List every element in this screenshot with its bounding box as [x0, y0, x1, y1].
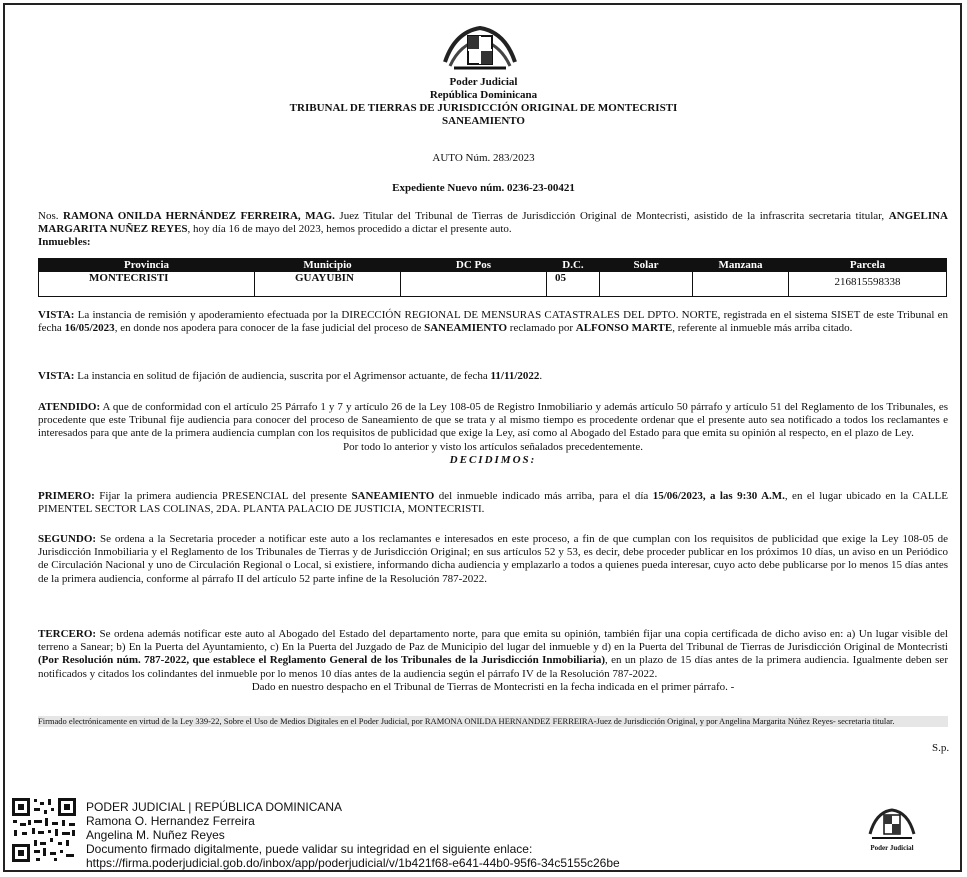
- primero-text-3: , en el lugar ubicado en la CALLE PIMENTEL SECTOR LAS COLINAS, 2DA. PLANTA PALACIO DE JUSTICIA, MONTECRISTI.: [38, 490, 948, 516]
- vista-2-text-1: La instancia en solitud de fijación de audiencia, suscrita por el Agrimensor actuante, de fecha: [74, 370, 491, 382]
- expediente-number: Expediente Nuevo núm. 0236-23-00421: [392, 182, 575, 194]
- segundo-text: Se ordena a la Secretaria proceder a notificar este auto a los reclamantes e interesados en este proceso, a fin de que cumplan con los requisitos de publicidad que exige la Ley 108-05 de Jurisdicción Inmobiliaria y el Reglamento de los Tribunales de Tierras y de Jurisdicción Original; en sus artículos 52 y 53, es decir, debe proceder publicar en los próximos 10 días, un aviso en un Periódico de Circulación Nacional y uno de Circulación Regional o Local, si existiere, informando dicha audiencia y emplazarlo a todos a quienes pueda interesar, cuyo acto debe publicarse por lo menos 15 días antes de la primera audiencia, conforme al párrafo II del artículo 52 parte infine de la Resolución 787-2022.: [38, 533, 948, 585]
- qr-code-icon[interactable]: [10, 796, 78, 864]
- coat-of-arms-icon: [440, 22, 520, 74]
- inmuebles-label: Inmuebles:: [38, 236, 91, 249]
- footer-judge: Ramona O. Hernandez Ferreira: [86, 814, 255, 828]
- tercero-resolution: (Por Resolución núm. 787-2022, que establece el Reglamento General de los Tribunales de la Jurisdicción Inmobiliaria): [38, 654, 606, 667]
- sp-mark: S.p.: [932, 742, 950, 754]
- col-parcela: Parcela: [789, 259, 947, 272]
- vista-1-label: VISTA:: [38, 309, 75, 321]
- header-block: [0, 76, 967, 128]
- col-municipio: Municipio: [255, 259, 401, 272]
- vista-1-text-4: , referente al inmueble más arriba citado.: [672, 322, 853, 335]
- primero-text-2: del inmueble indicado más arriba, para el día: [434, 490, 653, 502]
- vista-1-paragraph: [38, 309, 948, 335]
- primero-proceso: SANEAMIENTO: [351, 490, 435, 502]
- primero-text-1: Fijar la primera audiencia PRESENCIAL del presente: [94, 490, 352, 502]
- header-tribunal: TRIBUNAL DE TIERRAS DE JURISDICCIÓN ORIGINAL DE MONTECRISTI: [289, 102, 678, 114]
- col-provincia: Provincia: [39, 259, 255, 272]
- auto-number: AUTO Núm. 283/2023: [432, 152, 535, 164]
- cell-manzana: [693, 272, 789, 297]
- vista-1-date: 16/05/2023: [64, 322, 115, 335]
- atendido-paragraph: [38, 401, 948, 467]
- vista-2-label: VISTA:: [38, 370, 75, 382]
- vista-2-paragraph: [38, 370, 948, 383]
- electronic-signature-note: Firmado electrónicamente en virtud de la Ley 339-22, Sobre el Uso de Medios Digitales en el Poder Judicial, por RAMONA ONILDA HERNANDEZ FERREIRA-Juez de Jurisdicción Original, y por Angelina Margarita Núñez Reyes- secretaria titular.: [38, 716, 948, 727]
- cell-municipio: GUAYUBIN: [255, 272, 401, 297]
- secretary-name: ANGELINA MARGARITA NUÑEZ REYES: [38, 210, 948, 236]
- header-republica: República Dominicana: [429, 89, 538, 101]
- header-poder-judicial: Poder Judicial: [449, 76, 518, 88]
- primero-label: PRIMERO:: [38, 490, 95, 502]
- judge-name: RAMONA ONILDA HERNÁNDEZ FERREIRA, MAG.: [63, 210, 335, 222]
- property-table: [38, 258, 947, 297]
- cell-solar: [600, 272, 693, 297]
- footer-validation-text: Documento firmado digitalmente, puede validar su integridad en el siguiente enlace:: [86, 842, 533, 856]
- coat-of-arms-small-icon: [866, 806, 918, 842]
- footer-secretary: Angelina M. Nuñez Reyes: [86, 828, 225, 842]
- primero-paragraph: [38, 490, 948, 516]
- atendido-closing: Por todo lo anterior y visto los artículos señalados precedentemente.: [343, 440, 643, 453]
- col-dc: D.C.: [547, 259, 600, 272]
- footer-logo-caption: Poder Judicial: [870, 844, 914, 852]
- cell-provincia: MONTECRISTI: [39, 272, 255, 297]
- table-header-row: [39, 259, 947, 272]
- footer-validation-link[interactable]: https://firma.poderjudicial.gob.do/inbox/app/poderjudicial/v/1b421f68-e641-44b0-95f6-34c5155c26be: [86, 856, 620, 870]
- cell-dc: 05: [547, 272, 600, 297]
- hearing-date: 15/06/2023, a las 9:30 A.M.: [652, 490, 785, 502]
- segundo-label: SEGUNDO:: [38, 533, 97, 545]
- vista-2-text-2: .: [539, 370, 543, 382]
- atendido-text: A que de conformidad con el artículo 25 Párrafo 1 y 7 y artículo 26 de la Ley 108-05 de Registro Inmobiliario y además artículo 50 párrafo y artículo 51 del Reglamento de los Tribunales, es procedente que este Tribunal fije audiencia para conocer del proceso de Saneamiento de que se trata y al mismo tiempo es procedente ordenar que el presente auto sea notificado a todos los reclamantes e interesados para que ante de la primera audiencia cumplan con los requisitos de publicidad que exige la Ley, así como al Abogado del Estado para que emita su opinión al respecto, en el plazo de Ley.: [38, 401, 948, 440]
- tercero-text-1: Se ordena además notificar este auto al Abogado del Estado del departamento norte, para que emita su opinión, también fijar una copia certificada de dicho aviso en: a) Un lugar visible del terreno a Sanear; b) En la Puerta del Ayuntamiento, c) En la Puerta del Juzgado de Paz de Municipio del lugar del inmueble y d) en la Puerta del Tribunal de Tierras de Jurisdicción Original de Montecristi: [38, 628, 948, 654]
- tercero-paragraph: [38, 628, 948, 694]
- vista-1-text-3: reclamado por: [507, 322, 576, 335]
- segundo-paragraph: [38, 533, 948, 586]
- intro-post: , hoy día 16 de mayo del 2023, hemos procedido a dictar el presente auto.: [187, 223, 512, 236]
- footer-entity: PODER JUDICIAL | REPÚBLICA DOMINICANA: [86, 800, 343, 814]
- decidimos-heading: DECIDIMOS:: [449, 453, 537, 466]
- tercero-text-2: , en un plazo de 15 días antes de la primera audiencia. Igualmente deben ser notificados y citados los colindantes del inmueble por lo menos 10 días antes de la audiencia según el párrafo IV de la Resolución 787-2022.: [38, 654, 948, 680]
- col-dc-pos: DC Pos: [401, 259, 547, 272]
- vista-2-date: 11/11/2022: [490, 370, 540, 382]
- vista-1-proceso: SANEAMIENTO: [424, 322, 508, 335]
- intro-paragraph: [38, 210, 948, 250]
- col-solar: Solar: [600, 259, 693, 272]
- vista-1-text-2: , en donde nos apodera para conocer de la fase judicial del proceso de: [114, 322, 425, 335]
- footer-block: [86, 800, 620, 870]
- header-saneamiento: SANEAMIENTO: [442, 115, 525, 127]
- intro-mid: Juez Titular del Tribunal de Tierras de Jurisdicción Original de Montecristi, asistido de la infrascrita secretaria titular,: [334, 210, 889, 222]
- claimant-name: ALFONSO MARTE: [575, 322, 673, 335]
- tercero-label: TERCERO:: [38, 628, 97, 640]
- cell-dc-pos: [401, 272, 547, 297]
- col-manzana: Manzana: [693, 259, 789, 272]
- table-row: [39, 272, 947, 297]
- intro-pre: Nos.: [38, 210, 64, 222]
- vista-1-text-1: La instancia de remisión y apoderamiento efectuada por la DIRECCIÓN REGIONAL DE MENSURAS CATASTRALES DEL DPTO. NORTE, registrada en el sistema SISET de este Tribunal en fecha: [38, 309, 948, 335]
- dado-line: Dado en nuestro despacho en el Tribunal de Tierras de Montecristi en la fecha indicada en el primer párrafo. -: [251, 680, 735, 693]
- cell-parcela: 216815598338: [789, 272, 947, 297]
- atendido-label: ATENDIDO:: [38, 401, 101, 413]
